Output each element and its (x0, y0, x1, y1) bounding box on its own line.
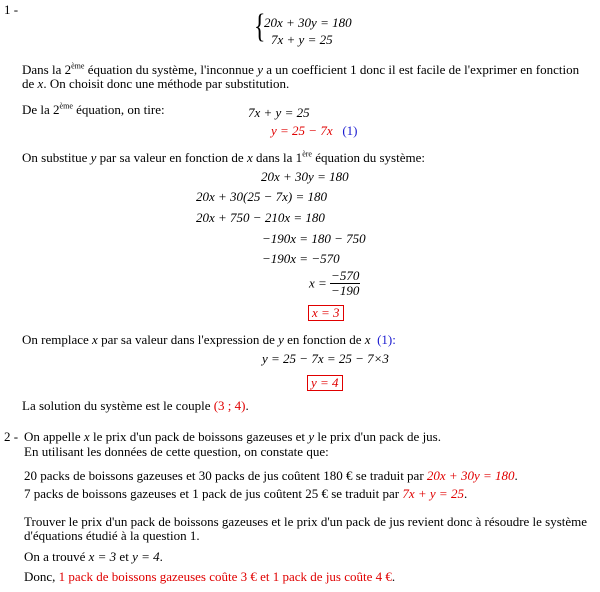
solution-text: La solution du système est le couple (3 ; 4). (22, 398, 249, 413)
conclusion-line: Donc, 1 pack de boissons gazeuses coûte 3 € et 1 pack de jus coûte 4 €. (24, 569, 396, 584)
replace-text: On remplace x par sa valeur dans l'expression de y en fonction de x (1): (22, 332, 396, 347)
y-calculation: y = 25 − 7x = 25 − 7×3 (262, 351, 389, 366)
fact-2: 7 packs de boissons gazeuses et 1 pack de jus coûtent 25 € se traduit par 7x + y = 25. (24, 486, 468, 501)
part2-label: 2 - (4, 429, 19, 444)
intro-line-1: Dans la 2ème équation du système, l'inconnue y a un coefficient 1 donc il est facile de l'exprimer en fonction (22, 61, 580, 77)
system-eq1: 20x + 30y = 180 (264, 15, 352, 30)
part2-line-2: En utilisant les données de cette question, on constate que: (24, 444, 329, 459)
fraction-expression: x = $\frac{-570}{-190}$ (309, 268, 360, 298)
part1-label: 1 - (4, 2, 19, 17)
part2-line-1: On appelle x le prix d'un pack de boissons gazeuses et y le prix d'un pack de jus. (24, 429, 441, 444)
system-brace: { (254, 8, 266, 45)
derive-eq2: y = 25 − 7x (1) (271, 123, 358, 138)
derive-text: De la 2ème équation, on tire: (22, 101, 165, 117)
x-result-box: x = 3 (308, 305, 344, 321)
resolve-line-1: Trouver le prix d'un pack de boissons gazeuses et le prix d'un pack de jus revient donc à résoudre le système (24, 514, 588, 529)
system-eq2: 7x + y = 25 (271, 32, 333, 47)
substitute-text: On substitue y par sa valeur en fonction de x dans la 1ère équation du système: (22, 149, 425, 165)
fact-1: 20 packs de boissons gazeuses et 30 packs de jus coûtent 180 € se traduit par 20x + 30y = 180. (24, 468, 518, 483)
found-line: On a trouvé x = 3 et y = 4. (24, 549, 163, 564)
step-5: −190x = −570 (262, 251, 340, 266)
resolve-line-2: d'équations étudié à la question 1. (24, 528, 200, 543)
step-4: −190x = 180 − 750 (262, 231, 366, 246)
step-3: 20x + 750 − 210x = 180 (196, 210, 325, 225)
step-1: 20x + 30y = 180 (261, 169, 349, 184)
derive-eq1: 7x + y = 25 (248, 105, 310, 120)
intro-line-2: de x. On choisit donc une méthode par substitution. (22, 76, 290, 91)
step-2: 20x + 30(25 − 7x) = 180 (196, 189, 328, 204)
y-result-box: y = 4 (307, 375, 343, 391)
